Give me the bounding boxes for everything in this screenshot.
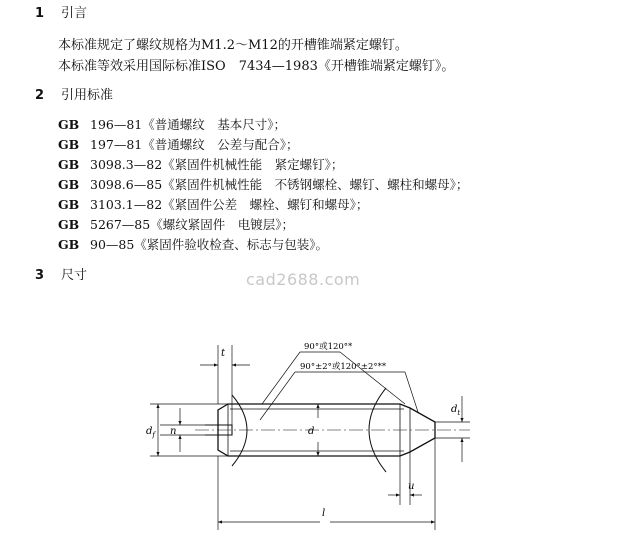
intro-line-1: 本标准规定了螺纹规格为M1.2～M12的开槽锥端紧定螺钉。 <box>58 38 408 53</box>
dim-u-label: u <box>408 481 415 492</box>
angle-label-2: 90°±2°或120°±2°** <box>300 362 387 372</box>
dim-d1-main: d <box>146 426 153 437</box>
standard-prefix: GB <box>58 117 80 132</box>
standard-text: 196—81《普通螺纹 基本尺寸》； <box>90 117 287 132</box>
dim-dt-sub: t <box>457 409 461 417</box>
standard-prefix: GB <box>58 137 80 152</box>
standard-prefix: GB <box>58 217 80 232</box>
section-title: 引用标准 <box>61 88 114 103</box>
section-number: 1 <box>35 6 45 21</box>
angle-label-1: 90°或120°* <box>304 342 353 352</box>
dim-l-label: l <box>322 508 326 519</box>
intro-line-2: 本标准等效采用国际标准ISO 7434—1983《开槽锥端紧定螺钉》。 <box>58 59 455 74</box>
dim-dt-main: d <box>451 404 458 415</box>
dim-d1-sub: f <box>152 431 155 439</box>
standard-text: 90—85《紧固件验收检查、标志与包装》。 <box>90 237 329 252</box>
standard-prefix: GB <box>58 197 80 212</box>
dim-dt-label <box>451 404 460 417</box>
section-title: 尺寸 <box>61 268 88 283</box>
standard-text: 5267—85《螺纹紧固件 电镀层》； <box>90 217 294 232</box>
standard-text: 3098.3—82《紧固件机械性能 紧定螺钉》； <box>90 157 344 172</box>
standard-text: 3103.1—82《紧固件公差 螺栓、螺钉和螺母》； <box>90 197 369 212</box>
section-number: 2 <box>35 88 45 103</box>
standard-prefix: GB <box>58 177 80 192</box>
standard-text: 197—81《普通螺纹 公差与配合》； <box>90 137 299 152</box>
dim-d-label: d <box>308 426 315 437</box>
standard-prefix: GB <box>58 237 80 252</box>
dim-d1-label <box>146 426 156 439</box>
section-title: 引言 <box>61 6 88 21</box>
watermark: cad2688.com <box>246 270 361 289</box>
section-number: 3 <box>35 268 45 283</box>
standard-prefix: GB <box>58 157 80 172</box>
dim-n-label: n <box>170 426 177 437</box>
standard-text: 3098.6—85《紧固件机械性能 不锈钢螺栓、螺钉、螺柱和螺母》； <box>90 177 469 192</box>
dim-t-label: t <box>221 348 226 359</box>
